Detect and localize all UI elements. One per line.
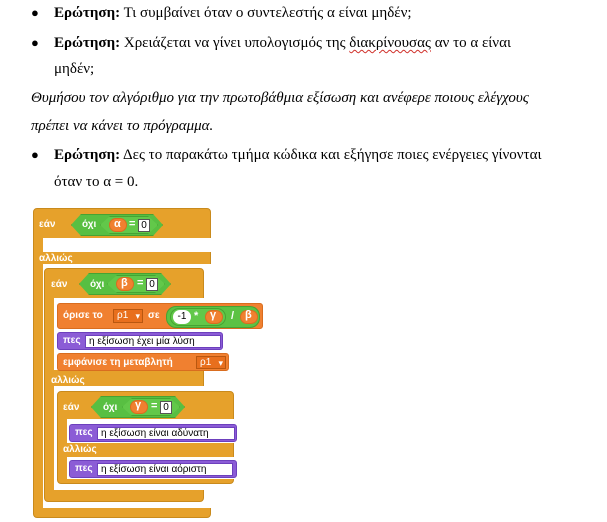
instruction-line-2: πρέπει να κάνει το πρόγραμμα. xyxy=(31,118,214,134)
question-2-line2: μηδέν; xyxy=(54,61,95,77)
inner-zero-field[interactable]: 0 xyxy=(160,401,172,414)
outer-if-label: εάν xyxy=(39,219,56,230)
outer-zero-field[interactable]: 0 xyxy=(138,219,150,232)
question-1-label: Ερώτηση: xyxy=(54,5,121,21)
question-1-text: Τι συμβαίνει όταν ο συντελεστής α είναι μηδέν; xyxy=(120,5,412,21)
mul-op: * xyxy=(194,310,199,322)
inner-var-g-label: γ xyxy=(135,399,142,411)
question-2-spellcheck-word: διακρίνουσας xyxy=(349,35,431,51)
question-3 xyxy=(54,146,541,164)
bullet-1: ● xyxy=(31,5,39,20)
say-label-3: πες xyxy=(75,463,93,474)
say-impossible-text[interactable]: η εξίσωση είναι αδύνατη xyxy=(97,427,235,440)
inner-not-label: όχι xyxy=(103,402,118,413)
middle-var-b-label: β xyxy=(121,277,128,289)
say-one-solution-text[interactable]: η εξίσωση έχει μία λύση xyxy=(85,335,221,348)
set-to-label: σε xyxy=(148,310,160,321)
say-indeterminate-text[interactable]: η εξίσωση είναι αόριστη xyxy=(97,463,233,476)
say-label-2: πες xyxy=(75,427,93,438)
middle-eq-op: = xyxy=(137,277,144,289)
show-variable-label: εμφάνισε τη μεταβλητή xyxy=(63,357,173,368)
middle-if-label: εάν xyxy=(51,279,68,290)
set-variable-dropdown[interactable]: ρ1 ▾ xyxy=(113,309,143,323)
question-2-label: Ερώτηση: xyxy=(54,35,121,51)
question-3-label: Ερώτηση: xyxy=(54,147,121,163)
outer-not-label: όχι xyxy=(82,219,97,230)
question-3-text: Δες το παρακάτω τμήμα κώδικα και εξήγησε ποιες ενέργειες γίνονται xyxy=(120,147,542,163)
say-label-1: πες xyxy=(63,335,81,346)
show-variable-dropdown[interactable]: ρ1 ▾ xyxy=(196,356,226,369)
instruction-line-1: Θυμήσου τον αλγόριθμο για την πρωτοβάθμια εξίσωση και ανέφερε ποιους ελέγχους xyxy=(31,90,529,106)
bullet-3: ● xyxy=(31,147,39,162)
outer-eq-op: = xyxy=(129,218,136,230)
middle-not-label: όχι xyxy=(90,279,105,290)
inner-if-label: εάν xyxy=(63,402,80,413)
outer-var-a-label: α xyxy=(114,218,121,230)
question-2-text-a: Χρειάζεται να γίνει υπολογισμός της xyxy=(120,35,350,51)
set-label: όρισε το xyxy=(63,310,103,321)
bullet-2: ● xyxy=(31,35,39,50)
inner-else-label: αλλιώς xyxy=(63,444,97,455)
var-b-in-div-label: β xyxy=(245,309,252,321)
scratch-code-image xyxy=(33,208,273,520)
var-g-in-mul-label: γ xyxy=(210,309,217,321)
question-2 xyxy=(54,34,511,52)
question-2-text-b: αν το α είναι xyxy=(430,35,511,51)
inner-eq-op: = xyxy=(151,400,158,412)
outer-else-label: αλλιώς xyxy=(39,253,73,264)
question-1 xyxy=(54,4,412,22)
outer-if-mouth xyxy=(43,238,211,252)
div-op: / xyxy=(231,310,235,322)
neg-one-field[interactable]: -1 xyxy=(173,310,191,324)
question-3-line2: όταν το α = 0. xyxy=(54,174,139,190)
middle-else-label: αλλιώς xyxy=(51,375,85,386)
middle-zero-field[interactable]: 0 xyxy=(146,278,158,291)
